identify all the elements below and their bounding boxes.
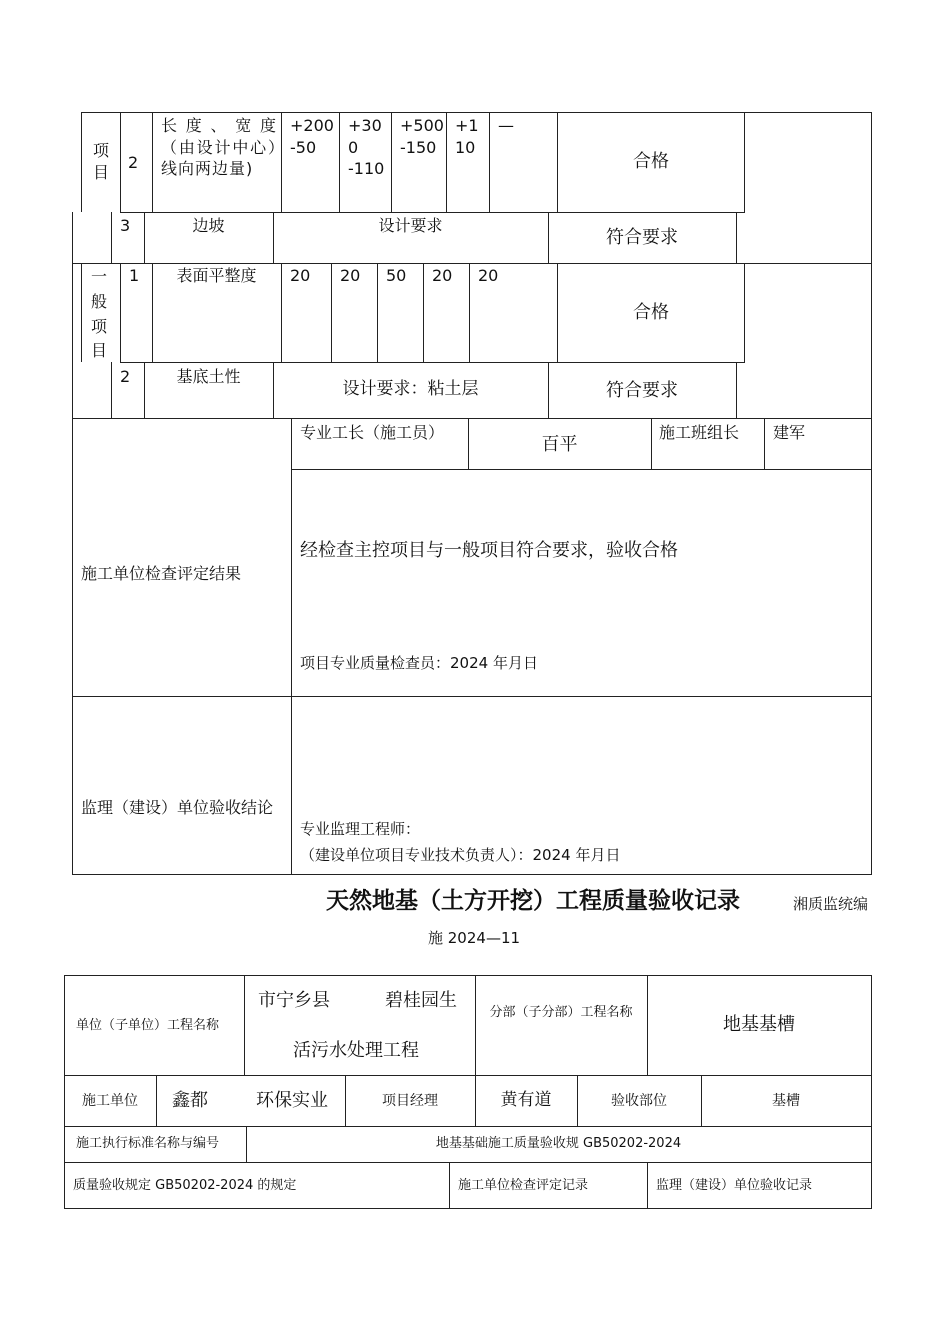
- project-name-line2: 活污水处理工程: [293, 1040, 419, 1061]
- construction-unit-a: 鑫都: [172, 1090, 208, 1111]
- supervision-label: 监理（建设）单位验收结论: [81, 798, 274, 817]
- row-flatness-v4: 20: [432, 266, 453, 285]
- page-title: 天然地基（土方开挖）工程质量验收记录: [326, 888, 740, 914]
- project-name-label: 单位（子单位）工程名称: [76, 1018, 220, 1033]
- row-soil-item: 基底土性: [176, 367, 241, 386]
- row-soil-no: 2: [120, 367, 131, 386]
- construction-unit-b: 环保实业: [256, 1090, 328, 1111]
- main-items-label: 项 目: [92, 141, 109, 182]
- construction-unit-label: 施工单位: [82, 1093, 138, 1109]
- row-length-v4: +110: [455, 116, 479, 157]
- supervision-owner-line: （建设单位项目专业技术负责人）：2024 年月日: [300, 846, 621, 864]
- row-flatness-v5: 20: [478, 266, 499, 285]
- row-soil-requirement: 设计要求：粘土层: [342, 379, 479, 399]
- supervision-engineer-line: 专业监理工程师：: [300, 820, 421, 838]
- row-length-v3: +500 -150: [400, 116, 444, 157]
- row-flatness-v1: 20: [290, 266, 311, 285]
- row-slope-result: 符合要求: [606, 227, 678, 248]
- form-code-part2: 施 2024—11: [428, 929, 521, 947]
- row-soil-result: 符合要求: [606, 380, 678, 401]
- acceptance-part-label: 验收部位: [611, 1093, 667, 1109]
- row-flatness-v3: 50: [386, 266, 407, 285]
- form-code-part1: 湘质监统编: [793, 895, 869, 913]
- acceptance-part-value: 基槽: [772, 1093, 800, 1109]
- project-name-line1-b: 碧桂园生: [385, 990, 457, 1011]
- project-name-line1-a: 市宁乡县: [258, 990, 330, 1011]
- team-leader-label: 施工班组长: [659, 423, 740, 442]
- foreman-name: 百平: [541, 434, 578, 455]
- row-length-item: 长度、宽度（由设计中心）线向两边量): [161, 116, 277, 179]
- construction-check-label: 施工单位检查评定记录: [458, 1178, 589, 1193]
- row-length-no: 2: [128, 153, 139, 172]
- sub-project-value: 地基基槽: [723, 1014, 795, 1035]
- general-items-label: 一 般 项 目: [90, 267, 107, 361]
- construction-result-label: 施工单位检查评定结果: [81, 564, 242, 583]
- manager-name: 黄有道: [500, 1090, 552, 1110]
- team-leader-name: 建军: [773, 423, 806, 442]
- row-slope-no: 3: [120, 216, 131, 235]
- quality-inspector-line: 项目专业质量检查员：2024 年月日: [300, 654, 538, 672]
- sub-project-label: 分部（子分部）工程名称: [489, 1005, 633, 1020]
- standard-label: 施工执行标准名称与编号: [76, 1136, 220, 1151]
- supervision-record-label: 监理（建设）单位验收记录: [656, 1178, 813, 1193]
- row-length-v1: +200 -50: [290, 116, 334, 157]
- row-slope-item: 边坡: [192, 216, 225, 235]
- row-flatness-result: 合格: [633, 302, 669, 323]
- row-length-result: 合格: [633, 151, 669, 172]
- foreman-label: 专业工长（施工员）: [300, 423, 445, 442]
- row-flatness-no: 1: [129, 266, 140, 285]
- manager-label: 项目经理: [382, 1093, 438, 1109]
- row-flatness-item: 表面平整度: [176, 266, 257, 285]
- construction-conclusion: 经检查主控项目与一般项目符合要求，验收合格: [300, 540, 678, 561]
- spec-label: 质量验收规定 GB50202-2024 的规定: [73, 1178, 297, 1193]
- standard-value: 地基基础施工质量验收规 GB50202-2024: [435, 1136, 682, 1151]
- row-length-v2: +300 -110: [348, 116, 385, 179]
- row-slope-requirement: 设计要求: [378, 216, 443, 235]
- row-flatness-v2: 20: [340, 266, 361, 285]
- row-length-v5: —: [498, 116, 514, 135]
